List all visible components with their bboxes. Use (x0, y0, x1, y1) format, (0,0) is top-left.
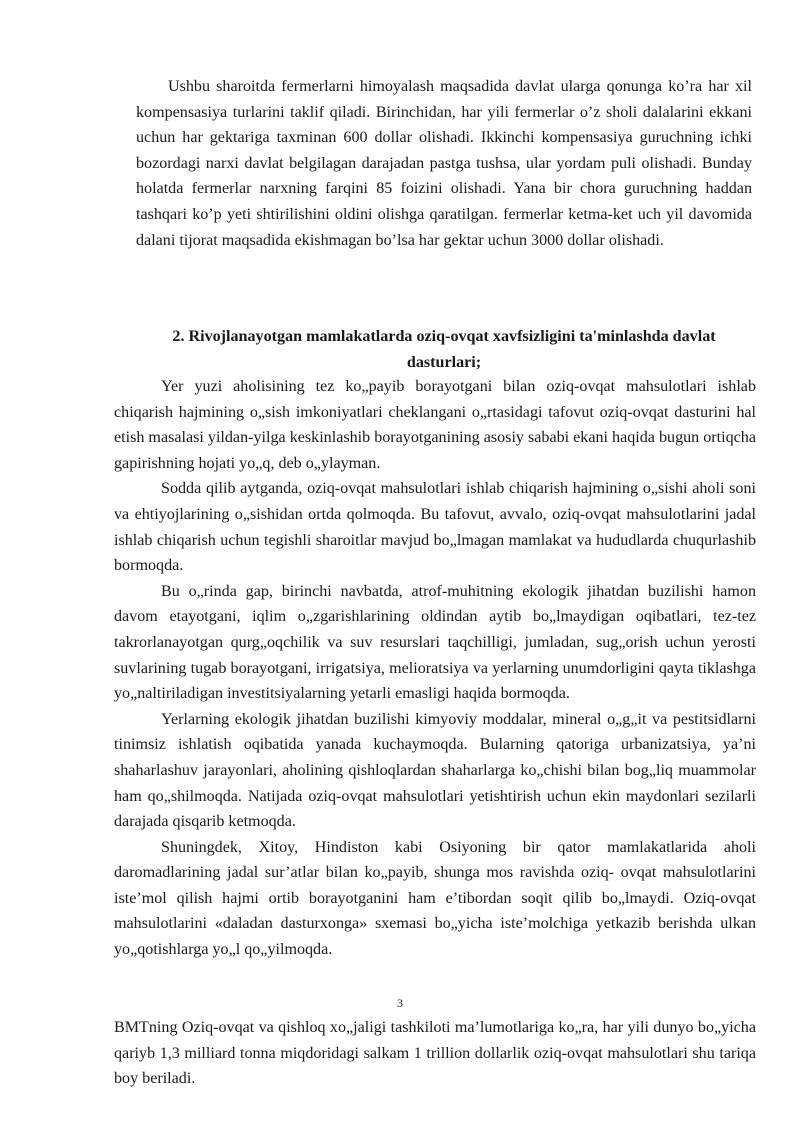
body-paragraph-4: Yerlarning ekologik jihatdan buzilishi kimyoviy moddalar, mineral o„g„it va pestitsidlarni tinimsiz ishlatish oqibatida yanada kuchaymoqda. Bularning qatoriga urbanizatsiya, ya’ni shaharlashuv jarayonlari, aholining qishloqlardan shaharlarga ko„chishi bilan bog„liq muammolar ham qo„shilmoqda. Natijada oziq-ovqat mahsulotlari yetishtirish uchun ekin maydonlari sezilarli darajada qisqarib ketmoqda. (114, 710, 756, 831)
continuation-paragraph: BMTning Oziq-ovqat va qishloq xo„jaligi tashkiloti ma’lumotlariga ko„ra, har yili dunyo bo„yicha qariyb 1,3 milliard tonna miqdoridagi salkam 1 trillion dollarlik oziq-ovqat mahsulotlari shu tariqa boy beriladi. (114, 1019, 756, 1088)
body-paragraph-2: Sodda qilib aytganda, oziq-ovqat mahsulotlari ishlab chiqarish hajmining o„sishi aholi soni va ehtiyojlarining o„sishidan ortda qolmoqda. Bu tafovut, avvalo, oziq-ovqat mahsulotlarini jadal ishlab chiqarish uchun tegishli sharoitlar mavjud bo„lmagan mamlakat va hududlarda chuqurlashib bormoqda. (114, 480, 756, 575)
page-number: 3 (397, 996, 403, 1010)
intro-paragraph: Ushbu sharoitda fermerlarni himoyalash maqsadida davlat ularga qonunga ko’ra har xil kompensasiya turlarini taklif qiladi. Birinchidan, har yili fermerlar o’z sholi dalalarini ekkani uchun har gektariga taxminan 600 dollar olishadi. Ikkinchi kompensasiya guruchning ichki bozordagi narxi davlat belgilagan darajadan pastga tushsa, ular yordam puli olishadi. Bunday holatda fermerlar narxning farqini 85 foizini olishadi. Yana bir chora guruchning haddan tashqari ko’p yeti shtirilishini oldini olishga qaratilgan. fermerlar ketma-ket uch yil davomida dalani tijorat maqsadida ekishmagan bo’lsa har gektar uchun 3000 dollar olishadi. (136, 78, 752, 249)
section-body (114, 374, 756, 963)
section-heading: 2. Rivojlanayotgan mamlakatlarda oziq-ovqat xavfsizligini ta'minlashda davlat dasturlari; (172, 328, 716, 371)
body-paragraph-5: Shuningdek, Xitoy, Hindiston kabi Osiyoning bir qator mamlakatlarida aholi daromadlarining jadal sur’atlar bilan ko„payib, shunga mos ravishda oziq- ovqat mahsulotlarini iste’mol qilish hajmi ortib borayotganini ham e’tibordan soqit qilib bo„lmaydi. Oziq-ovqat mahsulotlarini «daladan dasturxonga» sxemasi bo„yicha iste’molchiga yetkazib berishda ulkan yo„qotishlarga yo„l qo„yilmoqda. (114, 838, 756, 959)
intro-section (136, 74, 752, 253)
continuation-section (114, 1015, 756, 1092)
body-paragraph-3: Bu o„rinda gap, birinchi navbatda, atrof-muhitning ekologik jihatdan buzilishi hamon davom etayotgani, iqlim o„zgarishlarining oldindan aytib bo„lmaydigan oqibatlari, tez-tez takrorlanayotgan qurg„oqchilik va suv resurslari taqchilligi, jumladan, sug„orish uchun yerosti suvlarining tugab borayotgani, irrigatsiya, melioratsiya va yerlarning unumdorligini qayta tiklashga yo„naltiriladigan investitsiyalarning yetarli emasligi haqida bormoqda. (114, 582, 756, 703)
body-paragraph-1: Yer yuzi aholisining tez ko„payib borayotgani bilan oziq-ovqat mahsulotlari ishlab chiqarish hajmining o„sish imkoniyatlari cheklangani o„rtasidagi tafovut oziq-ovqat dasturini hal etish masalasi yildan-yilga keskinlashib borayotganining asosiy sababi ekani haqida bugun ortiqcha gapirishning hojati yo„q, deb o„ylayman. (114, 378, 756, 472)
